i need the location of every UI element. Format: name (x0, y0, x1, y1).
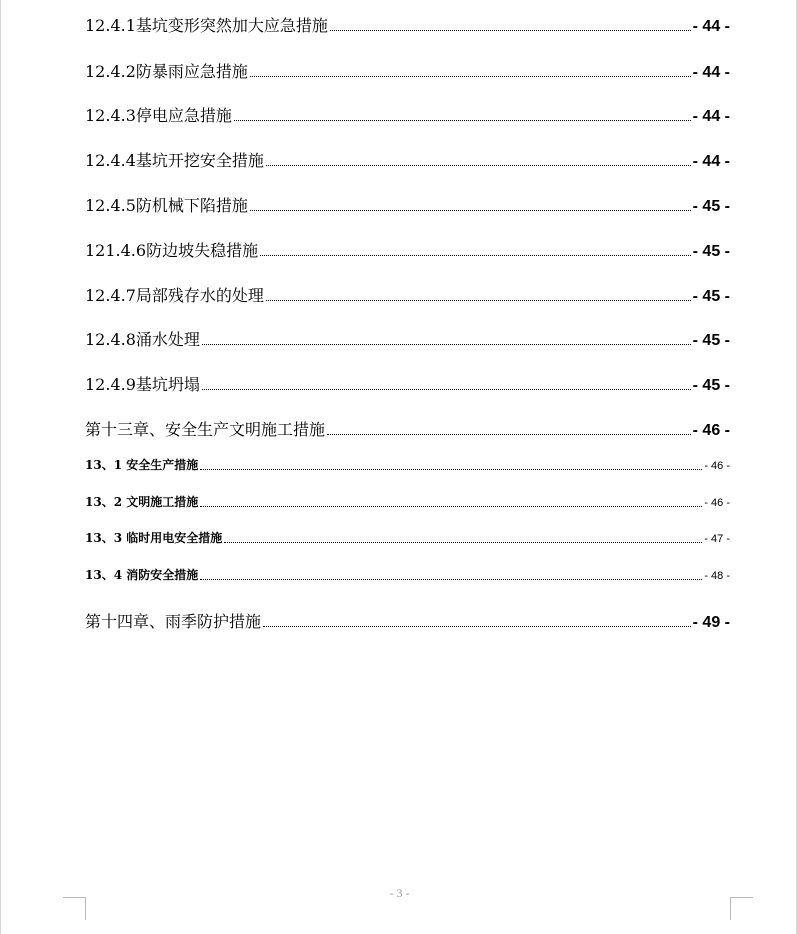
toc-entry-label: 12.4.1基坑变形突然加大应急措施 (85, 16, 328, 35)
toc-entry-page: - 46 - (692, 422, 730, 439)
toc-entry-page: - 45 - (692, 243, 730, 260)
toc-entry-page: - 45 - (692, 288, 730, 305)
toc-chapter-entry[interactable] (85, 609, 730, 632)
toc-entry-label: 12.4.2防暴雨应急措施 (85, 62, 248, 81)
toc-entry[interactable] (85, 103, 730, 126)
toc-entry-label: 12.4.5防机械下陷措施 (85, 196, 248, 215)
toc-entry-page: - 47 - (704, 533, 730, 545)
toc-leader-dots (200, 579, 702, 580)
toc-leader-dots (266, 300, 691, 301)
toc-entry-page: - 46 - (704, 497, 730, 509)
toc-leader-dots (327, 434, 691, 435)
toc-leader-dots (250, 210, 691, 211)
toc-entry-label: 12.4.3停电应急措施 (85, 106, 232, 125)
toc-entry-label: 13、3 临时用电安全措施 (85, 531, 223, 545)
toc-entry-label: 121.4.6防边坡失稳措施 (85, 241, 259, 260)
toc-entry-page: - 45 - (692, 377, 730, 394)
toc-entry-label: 13、1 安全生产措施 (85, 458, 199, 472)
toc-entry[interactable] (85, 59, 730, 82)
toc-entry[interactable] (85, 283, 730, 306)
toc-entry-page: - 46 - (704, 460, 730, 472)
toc-entry[interactable] (85, 238, 730, 261)
toc-entry-page: - 44 - (692, 64, 730, 81)
toc-leader-dots (250, 76, 691, 77)
toc-entry-label: 第十四章、雨季防护措施 (85, 612, 262, 631)
toc-entry-label: 第十三章、安全生产文明施工措施 (85, 420, 326, 439)
toc-entry[interactable] (85, 148, 730, 171)
toc-entry-label: 13、4 消防安全措施 (85, 568, 199, 582)
toc-entry-label: 12.4.8涌水处理 (85, 330, 200, 349)
toc-leader-dots (263, 626, 691, 627)
toc-leader-dots (200, 506, 702, 507)
toc-chapter-entry[interactable] (85, 417, 730, 440)
page-number: - 3 - (389, 886, 410, 900)
toc-entry[interactable] (85, 327, 730, 350)
margin-corner-mark (63, 897, 86, 920)
toc-leader-dots (224, 542, 702, 543)
toc-leader-dots (330, 30, 691, 31)
toc-entry[interactable] (85, 529, 730, 546)
toc-entry-page: - 45 - (692, 198, 730, 215)
toc-entry[interactable] (85, 13, 730, 36)
toc-entry-label: 12.4.4基坑开挖安全措施 (85, 151, 264, 170)
toc-entry-page: - 48 - (704, 570, 730, 582)
toc-entry-page: - 45 - (692, 332, 730, 349)
toc-entry[interactable] (85, 193, 730, 216)
toc-entry-label: 12.4.9基坑坍塌 (85, 375, 200, 394)
toc-entry-label: 13、2 文明施工措施 (85, 495, 199, 509)
toc-leader-dots (202, 389, 691, 390)
toc-entry[interactable] (85, 456, 730, 473)
toc-entry[interactable] (85, 372, 730, 395)
toc-leader-dots (200, 469, 702, 470)
toc-entry-page: - 44 - (692, 153, 730, 170)
toc-leader-dots (266, 165, 691, 166)
toc-entry-label: 12.4.7局部残存水的处理 (85, 286, 264, 305)
margin-corner-mark (730, 897, 753, 920)
toc-entry[interactable] (85, 493, 730, 510)
toc-entry-page: - 49 - (692, 614, 730, 631)
toc-leader-dots (202, 344, 691, 345)
toc-entry-page: - 44 - (692, 108, 730, 125)
toc-leader-dots (234, 120, 691, 121)
toc-entry[interactable] (85, 566, 730, 583)
toc-leader-dots (260, 255, 691, 256)
toc-entry-page: - 44 - (692, 18, 730, 35)
